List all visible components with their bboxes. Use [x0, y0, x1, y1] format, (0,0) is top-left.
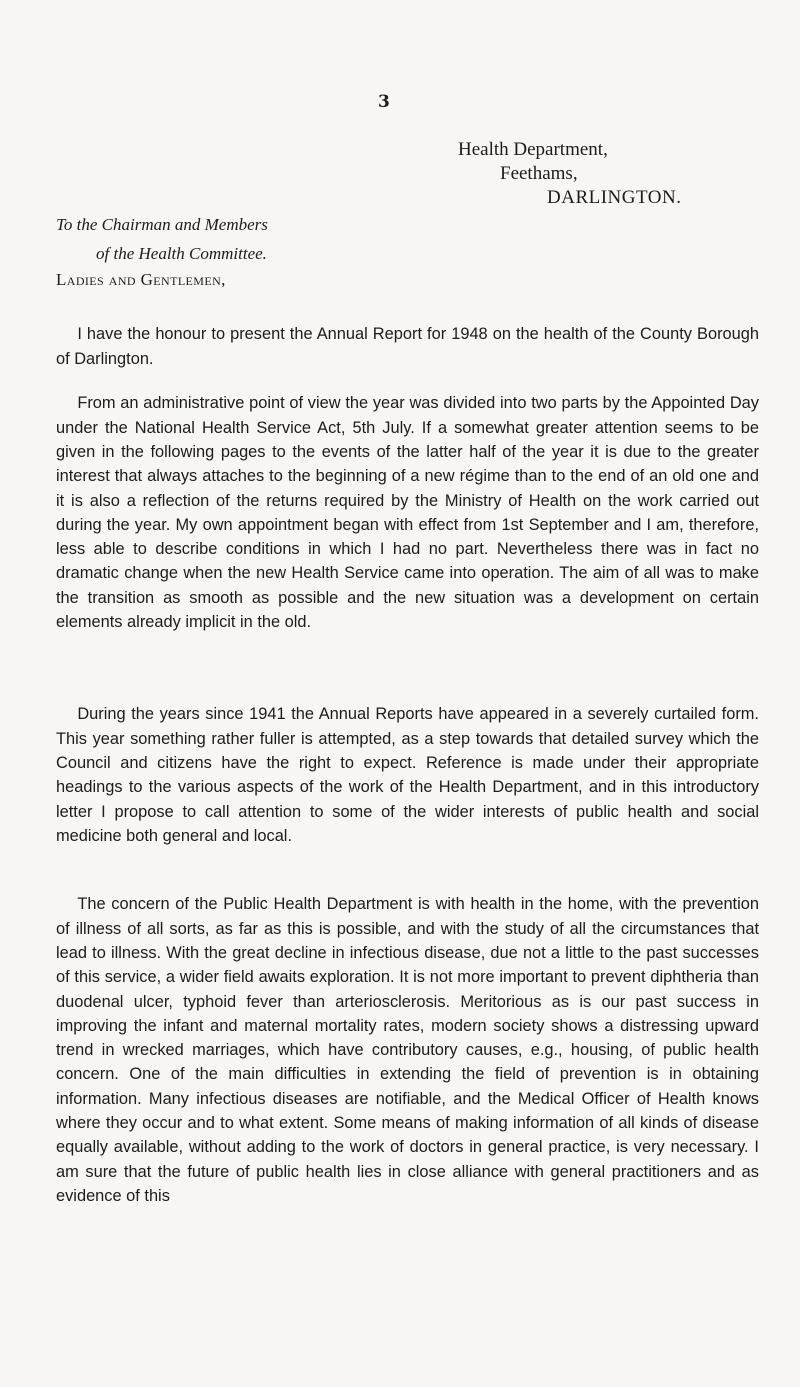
- addressee-block: [56, 210, 268, 268]
- addressee-line-2: of the Health Committee.: [96, 244, 267, 263]
- address-line-street: Feethams,: [500, 163, 578, 184]
- paragraph-concern: The concern of the Public Health Department is with health in the home, with the prevention of illness of all sorts, as far as this is possible, and with the study of all the circumstances that lead to illness. With the great decline in infectious disease, due not a little to the past successes of this service, a wider field awaits exploration. It is not more important to prevent diphtheria than duodenal ulcer, typhoid fever than arteriosclerosis. Meritorious as is our past success in improving the infant and maternal mortality rates, modern society shows a distressing upward trend in wrecked marriages, which have contributory causes, e.g., housing, of public health concern. One of the main difficulties in extending the field of prevention is in obtaining information. Many infectious diseases are notifiable, and the Medical Officer of Health knows where they occur and to what extent. Some means of making information of all kinds of disease equally available, without adding to the work of doctors in general practice, is very necessary. I am sure that the future of public health lies in close alliance with general practitioners and as evidence of this: [56, 895, 759, 1205]
- paragraph-intro: I have the honour to present the Annual Report for 1948 on the health of the County Borough of Darlington.: [56, 325, 759, 368]
- paragraph-reports: During the years since 1941 the Annual Reports have appeared in a severely curtailed form. This year something rather fuller is attempted, as a step towards that detailed survey which the Council and citizens have the right to expect. Reference is made under their appropriate headings to the various aspects of the work of the Health Department, and in this introductory letter I propose to call attention to some of the wider interests of public health and social medicine both general and local.: [56, 705, 759, 845]
- address-line-department: Health Department,: [458, 139, 608, 160]
- address-line-town: DARLINGTON.: [547, 187, 682, 208]
- salutation: Ladies and Gentlemen,: [56, 270, 226, 289]
- paragraph-administrative: From an administrative point of view the year was divided into two parts by the Appointed Day under the National Health Service Act, 5th July. If a somewhat greater attention seems to be given in the following pages to the events of the latter half of the year it is due to the greater interest that always attaches to the beginning of a new régime than to the end of an old one and it is also a reflection of the returns required by the Ministry of Health on the work carried out during the year. My own appointment began with effect from 1st September and I am, therefore, less able to describe conditions in which I had no part. Nevertheless there was in fact no dramatic change when the new Health Service came into operation. The aim of all was to make the transition as smooth as possible and the new situation was a development on certain elements already implicit in the old.: [56, 394, 759, 632]
- addressee-line-1: To the Chairman and Members: [56, 215, 268, 234]
- page-number: 3: [378, 92, 390, 112]
- sender-address: [458, 138, 681, 210]
